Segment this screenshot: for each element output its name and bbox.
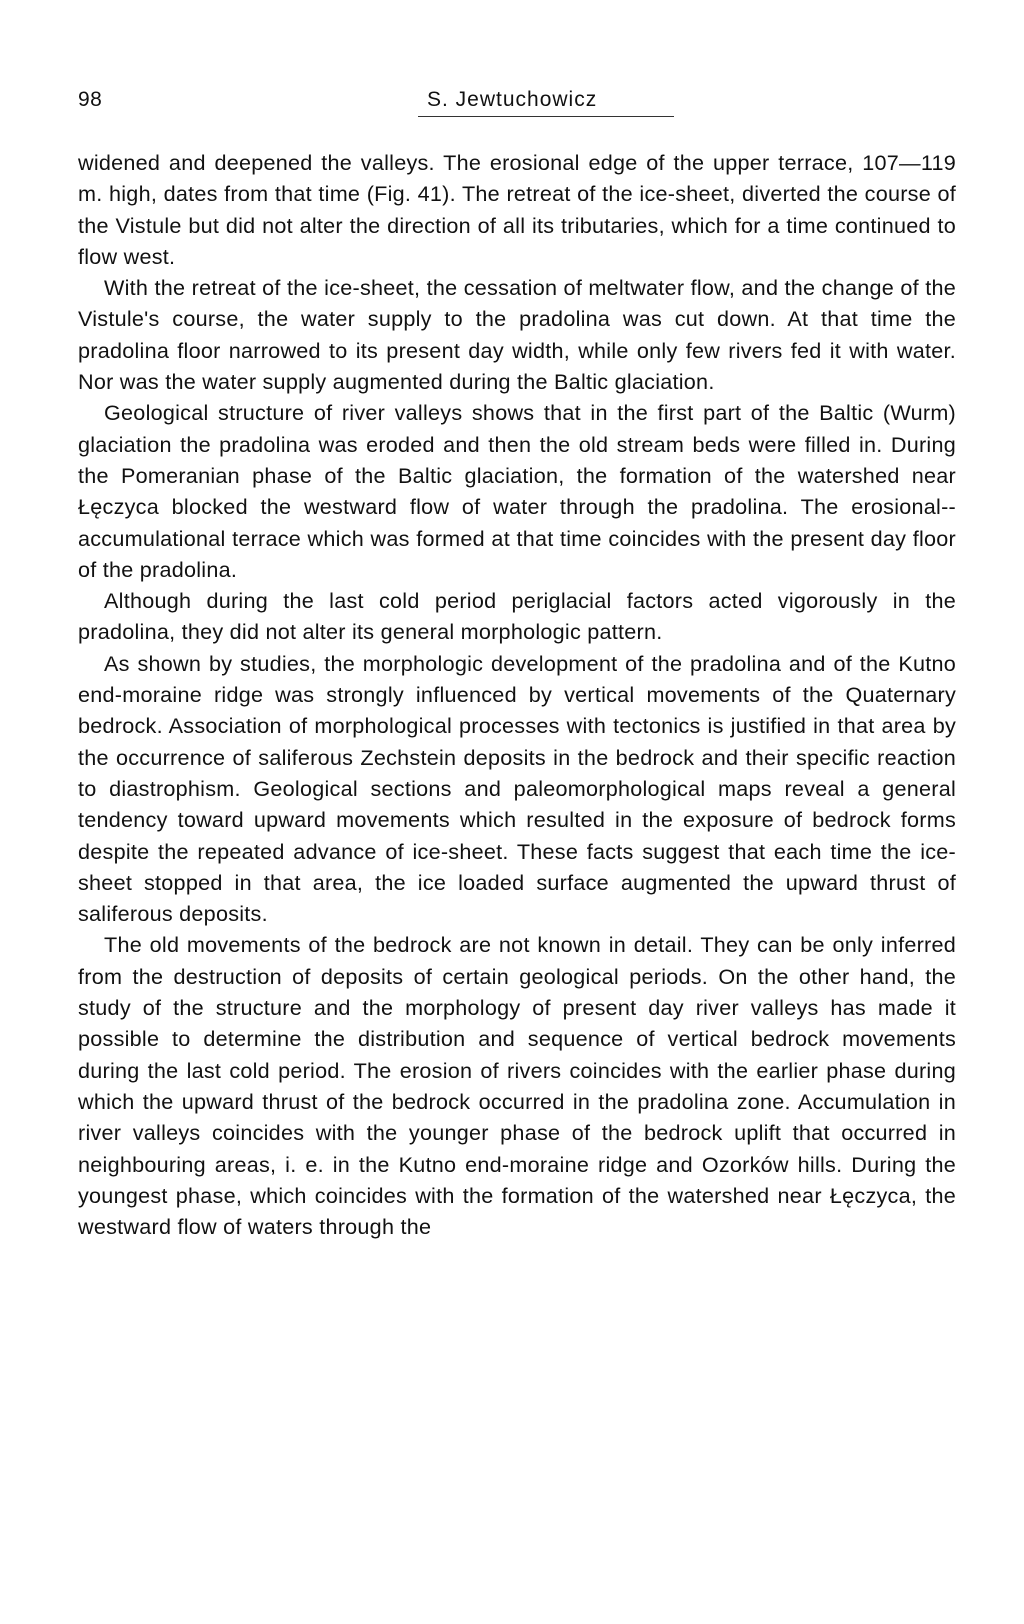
body-text xyxy=(78,147,956,1242)
paragraph: Geological structure of river valleys shows that in the first part of the Baltic (Wurm) glaciation the pradolina was eroded and then the old stream beds were filled in. During the Pomeranian phase of the Baltic glaciation, the formation of the watershed near Łęczyca blocked the westward flow of water through the pradolina. The erosional--accumulational terrace which was formed at that time coincides with the present day floor of the pradolina. xyxy=(78,400,956,582)
running-head-author: S. Jewtuchowicz xyxy=(427,88,598,111)
page-number: 98 xyxy=(78,88,103,111)
paragraph: Although during the last cold period periglacial factors acted vigorously in the pradolina, they did not alter its general morphologic pattern. xyxy=(78,588,956,645)
paragraph: As shown by studies, the morphologic development of the pradolina and of the Kutno end-moraine ridge was strongly influenced by vertical movements of the Quaternary bedrock. Association of morphological processes with tectonics is justified in that area by the occurrence of saliferous Zechstein deposits in the bedrock and their specific reaction to diastrophism. Geological sections and paleomorphological maps reveal a general tendency toward upward movements which resulted in the exposure of bedrock forms despite the repeated advance of ice-sheet. These facts suggest that each time the ice-sheet stopped in that area, the ice loaded surface augmented the upward thrust of saliferous deposits. xyxy=(78,650,956,927)
paragraph-continued: widened and deepened the valleys. The erosional edge of the upper terrace, 107—119 m. high, dates from that time (Fig. 41). The retreat of the ice-sheet, diverted the course of the Vistule but did not alter the direction of all its tributaries, which for a time continued to flow west. xyxy=(78,150,956,269)
header-rule xyxy=(418,116,674,117)
paragraph: The old movements of the bedrock are not known in detail. They can be only inferred from the destruction of deposits of certain geological periods. On the other hand, the study of the structure and the morphology of present day river valleys has made it possible to determine the distribution and sequence of vertical bedrock movements during the last cold period. The erosion of rivers coincides with the earlier phase during which the upward thrust of the bedrock occurred in the pradolina zone. Accumulation in river valleys coincides with the younger phase of the bedrock uplift that occurred in neighbouring areas, i. e. in the Kutno end-moraine ridge and Ozorków hills. During the youngest phase, which coincides with the formation of the watershed near Łęczyca, the westward flow of waters through the xyxy=(78,932,956,1240)
running-header xyxy=(78,88,956,120)
paragraph: With the retreat of the ice-sheet, the cessation of meltwater flow, and the change of the Vistule's course, the water supply to the pradolina was cut down. At that time the pradolina floor narrowed to its present day width, while only few rivers fed it with water. Nor was the water supply augmented during the Baltic glaciation. xyxy=(78,275,956,395)
book-page xyxy=(78,0,956,1624)
